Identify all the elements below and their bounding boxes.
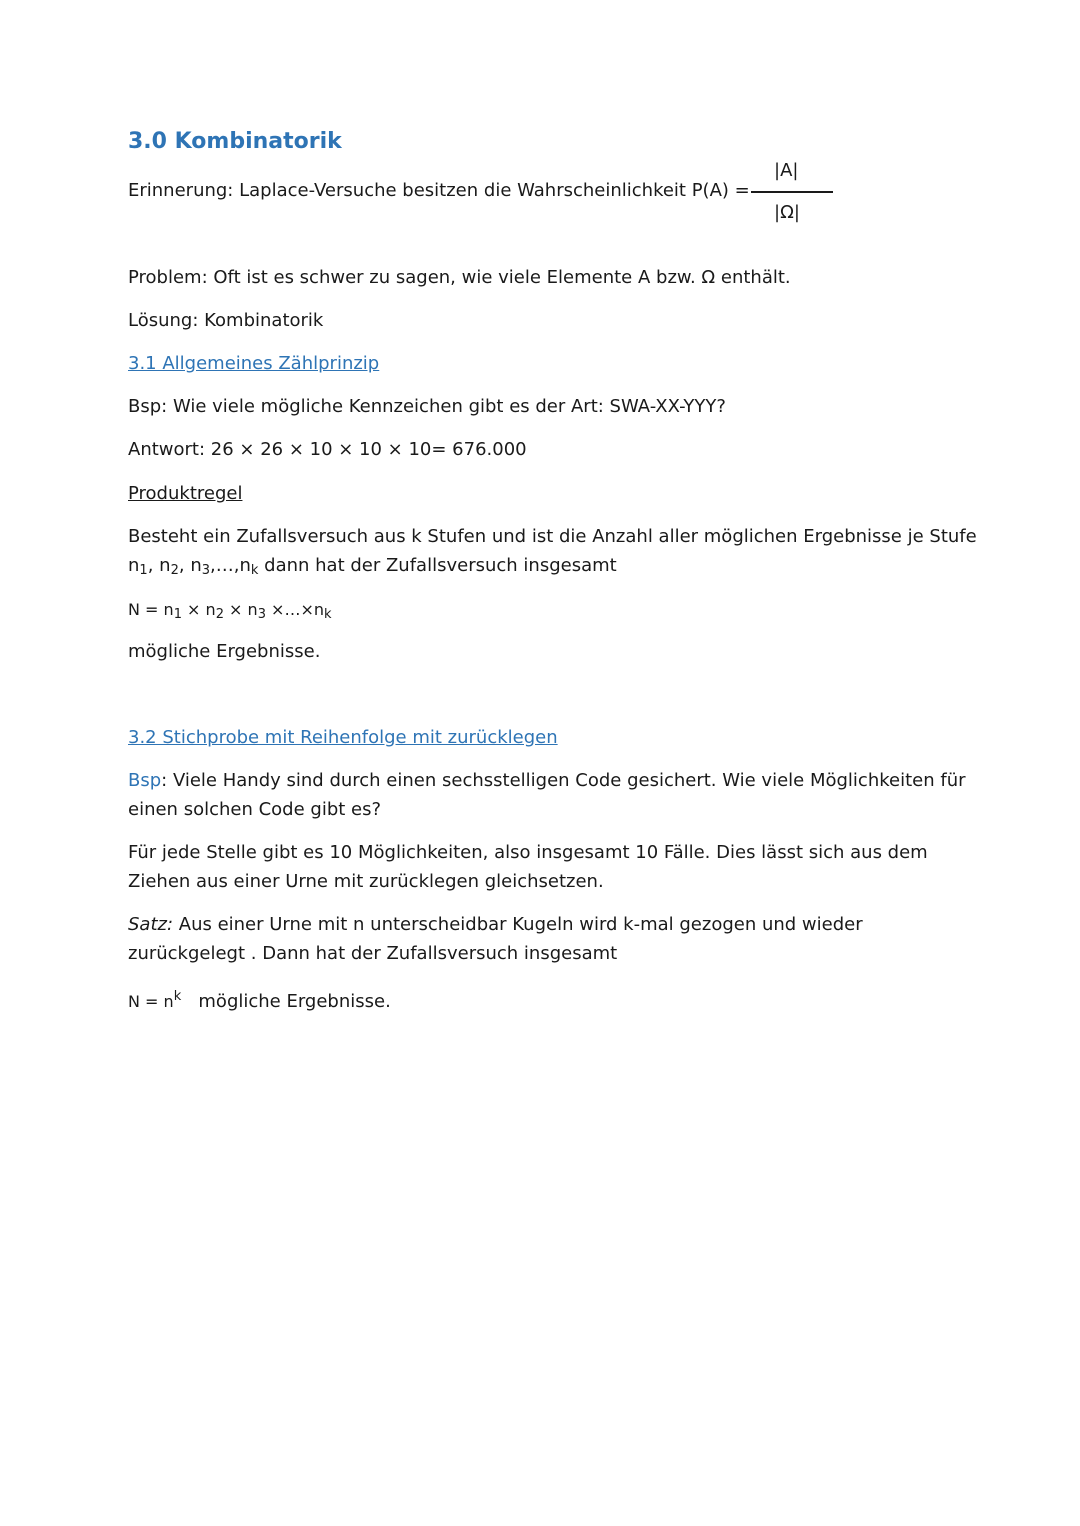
example-phone-code-line2: einen solchen Code gibt es? (128, 799, 382, 820)
product-rule-result: mögliche Ergebnisse. (128, 641, 321, 662)
theorem-line1: Satz: Aus einer Urne mit n unterscheidbar Kugeln wird k-mal gezogen und wieder (128, 914, 863, 935)
theorem-formula: $N = n^k$ mögliche Ergebnisse. (128, 989, 391, 1012)
theorem-line2: zurückgelegt . Dann hat der Zufallsversuch insgesamt (128, 943, 618, 964)
example-phone-code-line1: Bsp: Viele Handy sind durch einen sechsstelligen Code gesichert. Wie viele Möglichkeiten für (128, 770, 966, 791)
explanation-line2: Ziehen aus einer Urne mit zurücklegen gleichsetzen. (128, 871, 604, 892)
laplace-reminder: Erinnerung: Laplace-Versuche besitzen die Wahrscheinlichkeit P(A) = (128, 180, 750, 201)
fraction-denominator: |Ω| (774, 202, 800, 223)
rule-text-line2: $n_1$, $n_2$, $n_3,\dots,n_k$ dann hat der Zufallsversuch insgesamt (128, 555, 617, 578)
fraction-numerator: |A| (774, 160, 799, 181)
product-rule-formula: $N = n_1 \times n_2 \times n_3$ $\times\dots\times n_k$ (128, 600, 332, 622)
problem-statement: Problem: Oft ist es schwer zu sagen, wie viele Elemente A bzw. Ω enthält. (128, 267, 791, 288)
page-title: 3.0 Kombinatorik (128, 129, 342, 154)
section-heading-zaehlprinzip[interactable]: 3.1 Allgemeines Zählprinzip (128, 353, 380, 374)
example-license-plates: Bsp: Wie viele mögliche Kennzeichen gibt es der Art: SWA-XX-YYY? (128, 396, 726, 417)
fraction-bar (751, 191, 833, 193)
rule-title-produktregel: Produktregel (128, 483, 243, 504)
section-heading-stichprobe[interactable]: 3.2 Stichprobe mit Reihenfolge mit zurücklegen (128, 727, 558, 748)
explanation-line1: Für jede Stelle gibt es 10 Möglichkeiten, also insgesamt 10 Fälle. Dies lässt sich aus dem (128, 842, 928, 863)
answer-license-plates: Antwort: 26 × 26 × 10 × 10 × 10= 676.000 (128, 439, 527, 460)
solution-statement: Lösung: Kombinatorik (128, 310, 324, 331)
rule-text-line1: Besteht ein Zufallsversuch aus k Stufen und ist die Anzahl aller möglichen Ergebnisse je Stufe (128, 526, 977, 547)
